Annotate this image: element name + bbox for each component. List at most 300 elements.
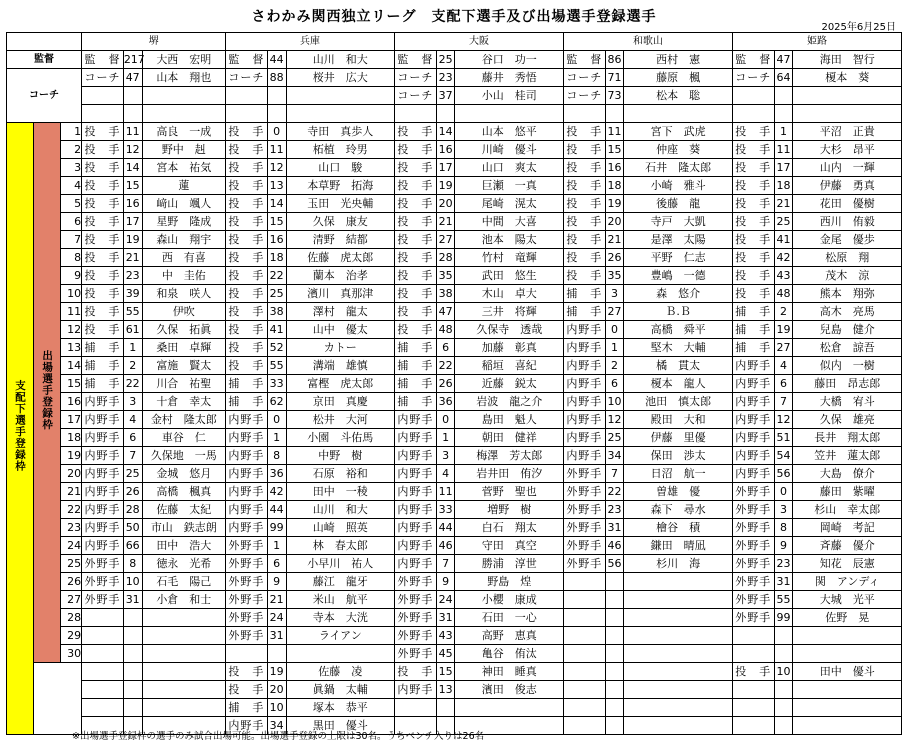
player-name-cell xyxy=(793,717,902,735)
uniform-number-cell: 4 xyxy=(774,357,793,375)
position-cell: 内野手 xyxy=(226,483,268,501)
player-name-cell: 溝端 雄慎 xyxy=(286,357,394,375)
uniform-number-cell xyxy=(605,105,624,123)
position-cell: 内野手 xyxy=(395,501,437,519)
player-name-cell: 森 悠介 xyxy=(624,285,732,303)
row-number: 14 xyxy=(61,357,82,375)
player-name-cell: 金城 悠月 xyxy=(142,465,225,483)
position-cell: 内野手 xyxy=(226,501,268,519)
uniform-number-cell: 11 xyxy=(267,141,286,159)
position-cell: 投 手 xyxy=(732,663,774,681)
position-cell: 投 手 xyxy=(226,285,268,303)
player-name-cell xyxy=(142,681,225,699)
position-cell: 投 手 xyxy=(395,285,437,303)
position-cell: 外野手 xyxy=(82,555,124,573)
uniform-number-cell: 13 xyxy=(267,177,286,195)
extras-spacer xyxy=(34,663,82,735)
position-cell: 内野手 xyxy=(395,519,437,537)
player-name-cell: 濱田 俊志 xyxy=(455,681,563,699)
position-cell: 内野手 xyxy=(732,411,774,429)
row-number: 10 xyxy=(61,285,82,303)
position-cell: 外野手 xyxy=(226,609,268,627)
table-row xyxy=(7,681,902,699)
player-name-cell: 川合 祐聖 xyxy=(142,375,225,393)
position-cell: 投 手 xyxy=(395,321,437,339)
uniform-number-cell: 25 xyxy=(774,213,793,231)
player-name-cell: 高橋 舜平 xyxy=(624,321,732,339)
player-name-cell: 藤井 秀悟 xyxy=(455,69,563,87)
player-name-cell xyxy=(142,87,225,105)
uniform-number-cell: 6 xyxy=(123,429,142,447)
player-name-cell xyxy=(286,105,394,123)
table-row xyxy=(7,321,902,339)
player-name-cell: 小崎 雅斗 xyxy=(624,177,732,195)
uniform-number-cell: 45 xyxy=(436,645,455,663)
position-cell: 投 手 xyxy=(82,267,124,285)
uniform-number-cell: 44 xyxy=(267,501,286,519)
uniform-number-cell xyxy=(774,717,793,735)
player-name-cell: 高木 亮馬 xyxy=(793,303,902,321)
position-cell: 投 手 xyxy=(226,177,268,195)
uniform-number-cell xyxy=(774,87,793,105)
uniform-number-cell: 7 xyxy=(774,393,793,411)
position-cell: コーチ xyxy=(226,69,268,87)
team-header: 姫路 xyxy=(732,33,901,51)
player-name-cell: 西村 憲 xyxy=(624,51,732,69)
player-name-cell: 桜井 広大 xyxy=(286,69,394,87)
uniform-number-cell: 56 xyxy=(774,465,793,483)
position-cell: 内野手 xyxy=(563,393,605,411)
uniform-number-cell: 16 xyxy=(267,231,286,249)
row-number: 26 xyxy=(61,573,82,591)
uniform-number-cell: 1 xyxy=(267,429,286,447)
position-cell: 投 手 xyxy=(563,141,605,159)
uniform-number-cell: 0 xyxy=(605,321,624,339)
uniform-number-cell: 19 xyxy=(267,663,286,681)
uniform-number-cell: 99 xyxy=(267,519,286,537)
uniform-number-cell: 10 xyxy=(267,699,286,717)
player-name-cell: 十倉 幸太 xyxy=(142,393,225,411)
position-cell: 投 手 xyxy=(395,141,437,159)
player-name-cell: 大城 光平 xyxy=(793,591,902,609)
uniform-number-cell: 44 xyxy=(436,519,455,537)
position-cell: 外野手 xyxy=(563,483,605,501)
position-cell: 捕 手 xyxy=(226,393,268,411)
table-row xyxy=(7,141,902,159)
player-name-cell: 杉山 幸太郎 xyxy=(793,501,902,519)
uniform-number-cell: 24 xyxy=(436,591,455,609)
uniform-number-cell: 11 xyxy=(123,123,142,141)
player-name-cell: 久保地 一馬 xyxy=(142,447,225,465)
uniform-number-cell: 15 xyxy=(267,213,286,231)
uniform-number-cell: 33 xyxy=(436,501,455,519)
player-name-cell: 斉藤 優介 xyxy=(793,537,902,555)
player-name-cell: 林 春太郎 xyxy=(286,537,394,555)
row-number: 16 xyxy=(61,393,82,411)
player-name-cell: 平沼 正貴 xyxy=(793,123,902,141)
position-cell: 内野手 xyxy=(563,321,605,339)
row-number: 3 xyxy=(61,159,82,177)
table-row xyxy=(7,429,902,447)
uniform-number-cell: 19 xyxy=(123,231,142,249)
position-cell: 内野手 xyxy=(563,339,605,357)
player-name-cell: 大島 僚介 xyxy=(793,465,902,483)
position-cell: 捕 手 xyxy=(732,321,774,339)
player-name-cell: 榎本 葵 xyxy=(793,69,902,87)
position-cell: 捕 手 xyxy=(226,699,268,717)
row-number: 2 xyxy=(61,141,82,159)
player-name-cell: 和泉 咲人 xyxy=(142,285,225,303)
player-name-cell: 笠井 蓮太郎 xyxy=(793,447,902,465)
position-cell xyxy=(563,717,605,735)
uniform-number-cell: 43 xyxy=(774,267,793,285)
player-name-cell: 小倉 和士 xyxy=(142,591,225,609)
uniform-number-cell: 6 xyxy=(267,555,286,573)
position-cell xyxy=(732,105,774,123)
player-name-cell xyxy=(793,699,902,717)
position-cell: 捕 手 xyxy=(732,303,774,321)
position-cell: 外野手 xyxy=(395,609,437,627)
uniform-number-cell: 19 xyxy=(436,177,455,195)
player-name-cell: 金村 隆太郎 xyxy=(142,411,225,429)
table-row xyxy=(7,501,902,519)
table-row xyxy=(7,483,902,501)
position-cell: コーチ xyxy=(732,69,774,87)
player-name-cell: 山口 駿 xyxy=(286,159,394,177)
player-name-cell: 殿田 大和 xyxy=(624,411,732,429)
player-name-cell xyxy=(142,645,225,663)
table-row xyxy=(7,699,902,717)
player-name-cell xyxy=(142,609,225,627)
player-name-cell: 松井 大河 xyxy=(286,411,394,429)
uniform-number-cell: 48 xyxy=(774,285,793,303)
position-cell: 投 手 xyxy=(395,267,437,285)
position-cell: 投 手 xyxy=(226,141,268,159)
manager-row-label: 監督 xyxy=(7,51,82,69)
player-name-cell: 藤原 楓 xyxy=(624,69,732,87)
player-name-cell: 山口 爽太 xyxy=(455,159,563,177)
player-name-cell: 加藤 彰真 xyxy=(455,339,563,357)
position-cell: 投 手 xyxy=(226,321,268,339)
position-cell: 投 手 xyxy=(82,303,124,321)
uniform-number-cell: 18 xyxy=(267,249,286,267)
player-name-cell xyxy=(624,591,732,609)
player-name-cell: 野島 煌 xyxy=(455,573,563,591)
player-name-cell: 堅木 大輔 xyxy=(624,339,732,357)
uniform-number-cell: 11 xyxy=(774,141,793,159)
uniform-number-cell: 55 xyxy=(123,303,142,321)
row-number: 12 xyxy=(61,321,82,339)
table-row xyxy=(7,411,902,429)
uniform-number-cell: 52 xyxy=(267,339,286,357)
uniform-number-cell: 27 xyxy=(605,303,624,321)
player-name-cell: 﨑山 颯人 xyxy=(142,195,225,213)
table-row xyxy=(7,555,902,573)
table-row xyxy=(7,285,902,303)
position-cell: 捕 手 xyxy=(563,303,605,321)
position-cell xyxy=(732,645,774,663)
uniform-number-cell: 25 xyxy=(123,465,142,483)
uniform-number-cell xyxy=(605,573,624,591)
uniform-number-cell: 34 xyxy=(267,717,286,735)
player-name-cell: 伊藤 勇真 xyxy=(793,177,902,195)
uniform-number-cell: 47 xyxy=(774,51,793,69)
row-number: 18 xyxy=(61,429,82,447)
position-cell xyxy=(226,87,268,105)
player-name-cell: 寺田 真歩人 xyxy=(286,123,394,141)
player-name-cell xyxy=(793,627,902,645)
position-cell xyxy=(563,609,605,627)
position-cell: 投 手 xyxy=(732,249,774,267)
position-cell: 投 手 xyxy=(226,159,268,177)
position-cell: 内野手 xyxy=(226,447,268,465)
uniform-number-cell: 50 xyxy=(123,519,142,537)
uniform-number-cell xyxy=(774,105,793,123)
uniform-number-cell: 47 xyxy=(436,303,455,321)
position-cell: 投 手 xyxy=(82,321,124,339)
uniform-number-cell xyxy=(605,645,624,663)
player-name-cell: 中間 大喜 xyxy=(455,213,563,231)
position-cell: 投 手 xyxy=(563,159,605,177)
position-cell: 投 手 xyxy=(395,177,437,195)
player-name-cell: 関 アンディ xyxy=(793,573,902,591)
uniform-number-cell: 7 xyxy=(436,555,455,573)
uniform-number-cell: 43 xyxy=(436,627,455,645)
uniform-number-cell xyxy=(123,105,142,123)
player-name-cell: 是澤 太陽 xyxy=(624,231,732,249)
uniform-number-cell: 2 xyxy=(774,303,793,321)
position-cell: 外野手 xyxy=(82,591,124,609)
player-name-cell: 高野 恵真 xyxy=(455,627,563,645)
position-cell: コーチ xyxy=(395,87,437,105)
position-cell xyxy=(563,699,605,717)
position-cell: 内野手 xyxy=(395,411,437,429)
uniform-number-cell: 62 xyxy=(267,393,286,411)
player-name-cell: 久保 雄亮 xyxy=(793,411,902,429)
row-number: 9 xyxy=(61,267,82,285)
uniform-number-cell: 18 xyxy=(605,177,624,195)
uniform-number-cell xyxy=(267,645,286,663)
uniform-number-cell: 9 xyxy=(774,537,793,555)
uniform-number-cell: 42 xyxy=(774,249,793,267)
player-name-cell: 蓮 xyxy=(142,177,225,195)
player-name-cell: 久保 康友 xyxy=(286,213,394,231)
row-number: 30 xyxy=(61,645,82,663)
table-row xyxy=(7,123,902,141)
player-name-cell: 榎本 龍人 xyxy=(624,375,732,393)
uniform-number-cell xyxy=(123,87,142,105)
uniform-number-cell: 6 xyxy=(436,339,455,357)
uniform-number-cell: 66 xyxy=(123,537,142,555)
uniform-number-cell: 2 xyxy=(123,357,142,375)
position-cell: 外野手 xyxy=(226,627,268,645)
position-cell: 内野手 xyxy=(82,519,124,537)
player-name-cell: 石井 隆太郎 xyxy=(624,159,732,177)
position-cell xyxy=(226,105,268,123)
table-row xyxy=(7,465,902,483)
uniform-number-cell xyxy=(774,699,793,717)
header-corner xyxy=(7,33,82,51)
position-cell: 投 手 xyxy=(395,213,437,231)
uniform-number-cell: 3 xyxy=(605,285,624,303)
position-cell xyxy=(82,627,124,645)
table-row xyxy=(7,267,902,285)
player-name-cell xyxy=(793,105,902,123)
uniform-number-cell: 12 xyxy=(774,411,793,429)
position-cell: 投 手 xyxy=(732,285,774,303)
position-cell: 外野手 xyxy=(732,555,774,573)
team-header: 大阪 xyxy=(395,33,564,51)
position-cell: コーチ xyxy=(395,69,437,87)
position-cell xyxy=(82,681,124,699)
player-name-cell: 徳永 光希 xyxy=(142,555,225,573)
row-number: 1 xyxy=(61,123,82,141)
player-name-cell: 清野 結都 xyxy=(286,231,394,249)
player-name-cell: 玉田 光央輔 xyxy=(286,195,394,213)
position-cell xyxy=(395,699,437,717)
player-name-cell: 久保寺 透哉 xyxy=(455,321,563,339)
table-row xyxy=(7,627,902,645)
uniform-number-cell xyxy=(123,699,142,717)
player-name-cell: 佐藤 太紀 xyxy=(142,501,225,519)
position-cell: 外野手 xyxy=(563,465,605,483)
table-row xyxy=(7,609,902,627)
position-cell: 捕 手 xyxy=(395,339,437,357)
roster-outer-label xyxy=(7,123,34,735)
position-cell: 外野手 xyxy=(226,573,268,591)
uniform-number-cell: 10 xyxy=(605,393,624,411)
uniform-number-cell: 42 xyxy=(267,483,286,501)
uniform-number-cell: 26 xyxy=(605,249,624,267)
uniform-number-cell: 35 xyxy=(605,267,624,285)
uniform-number-cell: 54 xyxy=(774,447,793,465)
position-cell xyxy=(732,681,774,699)
uniform-number-cell: 0 xyxy=(267,411,286,429)
player-name-cell: 富施 賢太 xyxy=(142,357,225,375)
player-name-cell: 宮下 武虎 xyxy=(624,123,732,141)
uniform-number-cell: 20 xyxy=(605,213,624,231)
player-name-cell: 兒島 健介 xyxy=(793,321,902,339)
player-name-cell: 朝田 健祥 xyxy=(455,429,563,447)
player-name-cell: 澤村 龍太 xyxy=(286,303,394,321)
player-name-cell: 佐藤 凌 xyxy=(286,663,394,681)
player-name-cell: 山本 悠平 xyxy=(455,123,563,141)
uniform-number-cell: 24 xyxy=(267,609,286,627)
roster-inner-label xyxy=(34,123,61,663)
uniform-number-cell xyxy=(123,681,142,699)
uniform-number-cell: 10 xyxy=(123,573,142,591)
position-cell: 投 手 xyxy=(226,339,268,357)
position-cell: 内野手 xyxy=(732,375,774,393)
player-name-cell xyxy=(286,645,394,663)
position-cell: 捕 手 xyxy=(732,339,774,357)
uniform-number-cell: 25 xyxy=(267,285,286,303)
uniform-number-cell: 23 xyxy=(774,555,793,573)
table-row xyxy=(7,339,902,357)
position-cell: 内野手 xyxy=(395,483,437,501)
row-number: 21 xyxy=(61,483,82,501)
position-cell: 投 手 xyxy=(732,267,774,285)
player-name-cell xyxy=(793,645,902,663)
player-name-cell: 海田 智行 xyxy=(793,51,902,69)
table-row xyxy=(7,393,902,411)
position-cell: 捕 手 xyxy=(226,375,268,393)
player-name-cell: 保田 渉太 xyxy=(624,447,732,465)
player-name-cell: 大西 宏明 xyxy=(142,51,225,69)
player-name-cell: 茂木 涼 xyxy=(793,267,902,285)
row-number: 20 xyxy=(61,465,82,483)
uniform-number-cell xyxy=(605,663,624,681)
player-name-cell xyxy=(455,105,563,123)
uniform-number-cell: 34 xyxy=(605,447,624,465)
uniform-number-cell: 99 xyxy=(774,609,793,627)
player-name-cell: 宮本 祐気 xyxy=(142,159,225,177)
uniform-number-cell: 46 xyxy=(605,537,624,555)
position-cell: 外野手 xyxy=(395,591,437,609)
player-name-cell: 桑田 卓輝 xyxy=(142,339,225,357)
player-name-cell: 知花 辰憲 xyxy=(793,555,902,573)
player-name-cell: 武田 悠生 xyxy=(455,267,563,285)
position-cell: 内野手 xyxy=(226,429,268,447)
player-name-cell: 寺戸 大凱 xyxy=(624,213,732,231)
uniform-number-cell: 17 xyxy=(436,159,455,177)
player-name-cell: 濱川 真那津 xyxy=(286,285,394,303)
player-name-cell: 熊本 翔弥 xyxy=(793,285,902,303)
uniform-number-cell: 6 xyxy=(774,375,793,393)
position-cell: 投 手 xyxy=(732,141,774,159)
player-name-cell: 石毛 陽己 xyxy=(142,573,225,591)
player-name-cell: カトー xyxy=(286,339,394,357)
uniform-number-cell: 0 xyxy=(774,483,793,501)
player-name-cell: 富樫 虎太郎 xyxy=(286,375,394,393)
position-cell: 投 手 xyxy=(563,195,605,213)
table-row xyxy=(7,159,902,177)
position-cell: 投 手 xyxy=(82,159,124,177)
uniform-number-cell: 15 xyxy=(123,177,142,195)
position-cell: 内野手 xyxy=(82,537,124,555)
player-name-cell: 柘植 玲男 xyxy=(286,141,394,159)
uniform-number-cell: 12 xyxy=(267,159,286,177)
player-name-cell xyxy=(624,609,732,627)
row-number: 8 xyxy=(61,249,82,267)
player-name-cell: 白石 翔太 xyxy=(455,519,563,537)
uniform-number-cell: 21 xyxy=(267,591,286,609)
uniform-number-cell: 21 xyxy=(436,213,455,231)
uniform-number-cell: 86 xyxy=(605,51,624,69)
uniform-number-cell xyxy=(436,105,455,123)
position-cell: 捕 手 xyxy=(395,357,437,375)
position-cell: 外野手 xyxy=(226,591,268,609)
player-name-cell: 島田 魁人 xyxy=(455,411,563,429)
uniform-number-cell: 28 xyxy=(123,501,142,519)
player-name-cell xyxy=(624,645,732,663)
position-cell: 外野手 xyxy=(395,573,437,591)
position-cell: 投 手 xyxy=(395,123,437,141)
uniform-number-cell: 21 xyxy=(774,195,793,213)
player-name-cell: Ｂ.Ｂ xyxy=(624,303,732,321)
player-name-cell: 本草野 拓海 xyxy=(286,177,394,195)
position-cell: 内野手 xyxy=(395,429,437,447)
position-cell: 投 手 xyxy=(563,267,605,285)
position-cell xyxy=(563,573,605,591)
position-cell: 内野手 xyxy=(226,519,268,537)
position-cell: 投 手 xyxy=(226,681,268,699)
player-name-cell: 勝浦 淳世 xyxy=(455,555,563,573)
uniform-number-cell: 23 xyxy=(436,69,455,87)
player-name-cell xyxy=(624,717,732,735)
position-cell: 内野手 xyxy=(732,465,774,483)
position-cell: 投 手 xyxy=(226,231,268,249)
